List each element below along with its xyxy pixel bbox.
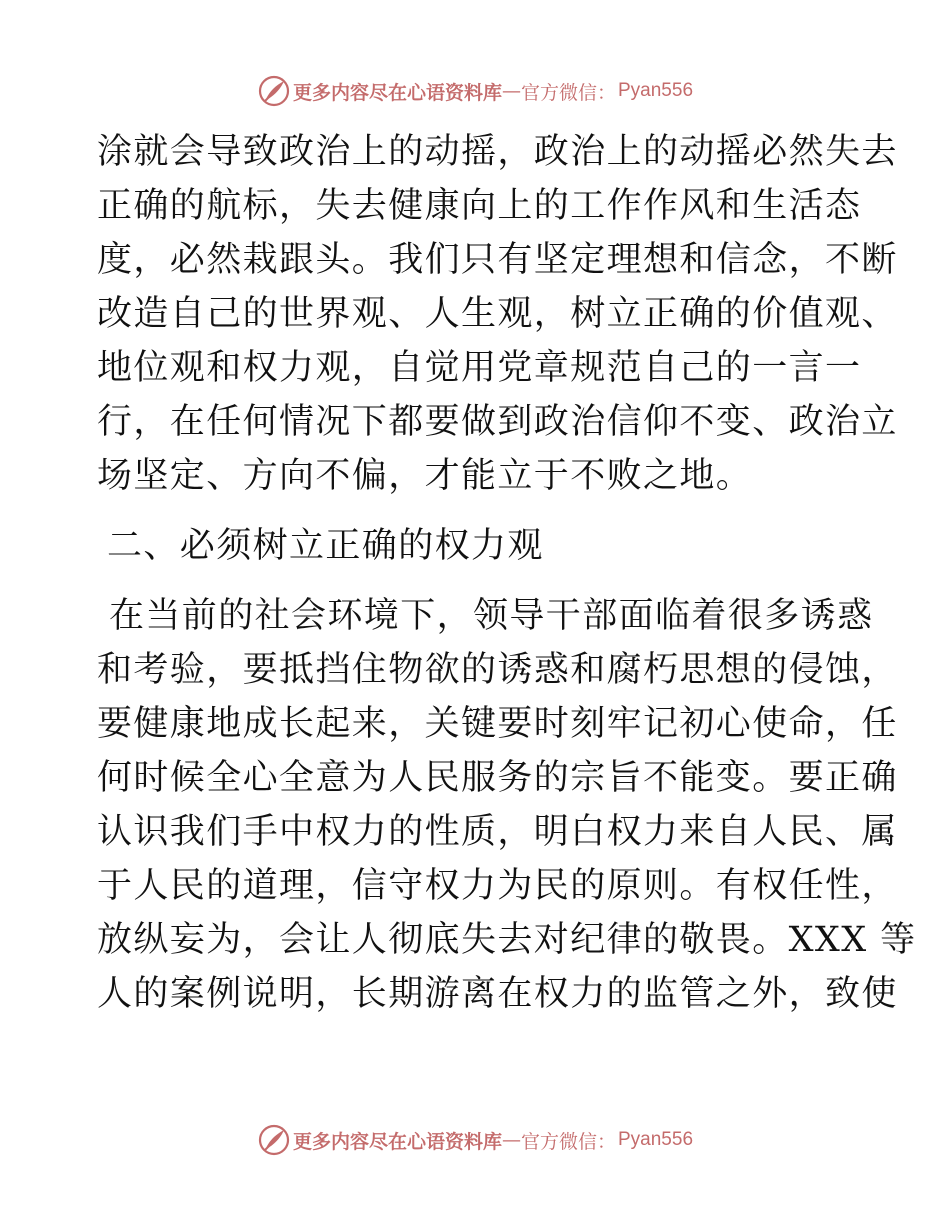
text-line: 何时候全心全意为人民服务的宗旨不能变。要正确 <box>97 758 898 798</box>
text-line: 于人民的道理，信守权力为民的原则。有权任性， <box>97 866 898 906</box>
feather-logo-icon <box>257 74 291 108</box>
paragraph-1 <box>97 125 898 503</box>
text-line: 改造自己的世界观、人生观，树立正确的价值观、 <box>97 294 898 334</box>
banner-wechat-id: Pyan556 <box>618 1129 694 1150</box>
header-banner <box>0 73 950 109</box>
text-line: 认识我们手中权力的性质，明白权力来自人民、属 <box>97 812 898 852</box>
text-line: 和考验，要抵挡住物欲的诱惑和腐朽思想的侵蚀， <box>97 650 898 690</box>
text-line: 放纵妄为，会让人彻底失去对纪律的敬畏。XXX 等 <box>97 920 917 960</box>
feather-logo-icon <box>257 1123 291 1157</box>
banner-text: 更多内容尽在心语资料库 <box>292 1130 502 1153</box>
text-line: 在当前的社会环境下，领导干部面临着很多诱惑 <box>109 596 874 636</box>
text-line: 地位观和权力观，自觉用党章规范自己的一言一 <box>97 348 862 388</box>
text-line: 场坚定、方向不偏，才能立于不败之地。 <box>97 456 753 496</box>
text-line: 要健康地成长起来，关键要时刻牢记初心使命，任 <box>97 704 898 744</box>
banner-wechat-id: Pyan556 <box>618 80 694 101</box>
paragraph-2 <box>97 589 917 1021</box>
text-line: 人的案例说明，长期游离在权力的监管之外，致使 <box>97 974 898 1014</box>
document-body <box>97 125 917 1021</box>
text-line: 行，在任何情况下都要做到政治信仰不变、政治立 <box>97 402 898 442</box>
banner-text: 更多内容尽在心语资料库 <box>292 81 502 104</box>
footer-banner <box>0 1122 950 1158</box>
text-line: 涂就会导致政治上的动摇，政治上的动摇必然失去 <box>97 132 898 172</box>
banner-wechat-label: 官方微信： <box>520 81 616 104</box>
text-line: 度，必然栽跟头。我们只有坚定理想和信念，不断 <box>97 240 898 280</box>
text-line: 正确的航标，失去健康向上的工作作风和生活态 <box>97 186 862 226</box>
banner-wechat-label: 官方微信： <box>520 1130 616 1153</box>
section-heading: 二、必须树立正确的权力观 <box>107 526 544 566</box>
banner-dash: — <box>501 80 521 102</box>
banner-dash: — <box>501 1129 521 1151</box>
